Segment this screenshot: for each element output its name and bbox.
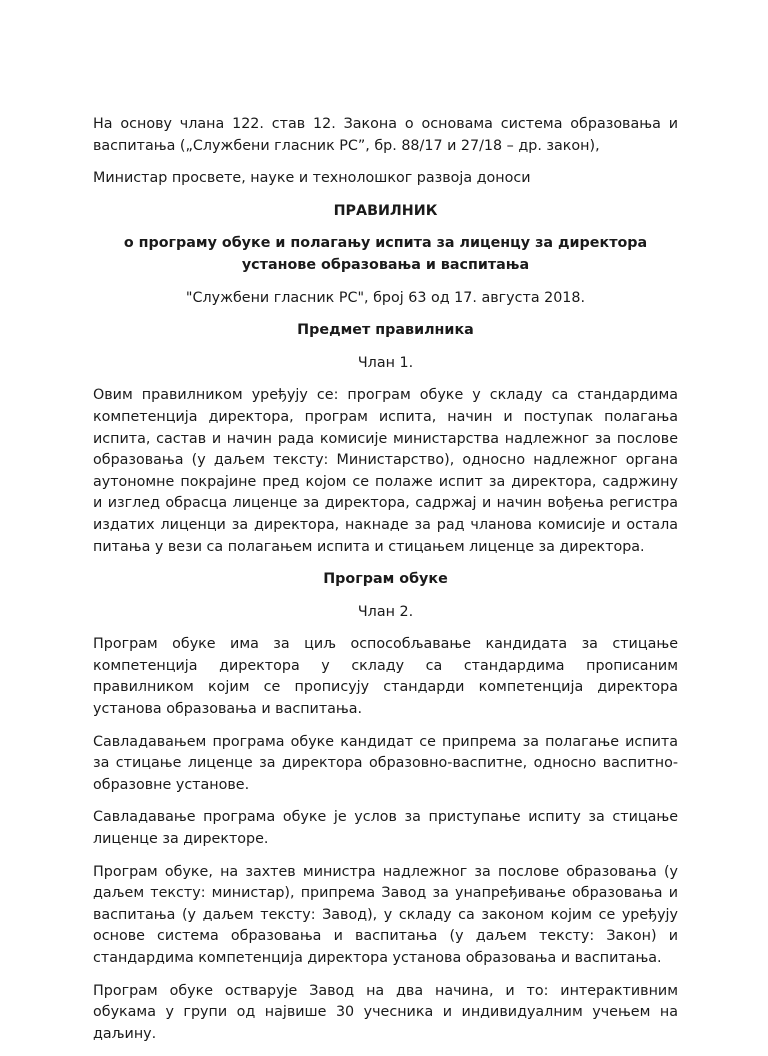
article-paragraph: Програм обуке има за циљ оспособљавање кандидата за стицање компетенција директора у складу са стандардима прописаним правилником којим се прописују стандарди компетенција директора установа образовања и васпитања.: [93, 636, 678, 718]
article-paragraph: Програм обуке остварује Завод на два начина, и то: интерактивним обукама у групи од највише 30 учесника и индивидуалним учењем на даљину.: [93, 982, 678, 1042]
article-paragraph: Овим правилником уређују се: програм обуке у складу са стандардима компетенција директора, програм испита, начин и поступак полагања испита, састав и начин рада комисије министарства надлежног за послове образовања (у даљем тексту: Министарство), односно надлежног органа аутономне покрајине пред којом се полаже испит за директора, садржину и изглед обрасца лиценце за директора, садржај и начин вођења регистра издатих лиценци за директора, накнаде за рад чланова комисије и остала питања у вези са полагањем испита и стицањем лиценце за директора.: [93, 387, 678, 555]
section-heading: Програм обуке: [323, 571, 448, 588]
section-heading: Предмет правилника: [297, 322, 474, 339]
article-paragraph: Савладавањем програма обуке кандидат се припрема за полагање испита за стицање лиценце за директора образовно-васпитне, односно васпитно-образовне установе.: [93, 733, 678, 793]
article-paragraph: Савладавање програма обуке је услов за приступање испиту за стицање лиценце за директоре.: [93, 809, 678, 848]
gazette-reference: "Службени гласник РС", број 63 од 17. августа 2018.: [185, 289, 586, 306]
document-page: [93, 114, 678, 1056]
article-number: Члан 1.: [357, 354, 414, 371]
article-number: Члан 2.: [357, 603, 414, 620]
article-paragraph: Програм обуке, на захтев министра надлежног за послове образовања (у даљем тексту: министар), припрема Завод за унапређивање образовања и васпитања (у даљем тексту: Завод), у складу са законом којим се уређују основе система образовања и васпитања (у даљем тексту: Закон) и стандардима компетенција директора установа образовања и васпитања.: [93, 863, 678, 966]
document-type: ПРАВИЛНИК: [333, 202, 438, 219]
preamble-legal-basis: На основу члана 122. став 12. Закона о основама система образовања и васпитања („Службени гласник РС”, бр. 88/17 и 27/18 – др. закон),: [93, 116, 678, 154]
preamble-minister: Министар просвете, науке и технолошког развоја доноси: [93, 170, 531, 187]
document-title: о програму обуке и полагању испита за лиценцу за директора установе образовања и васпитања: [123, 235, 648, 273]
